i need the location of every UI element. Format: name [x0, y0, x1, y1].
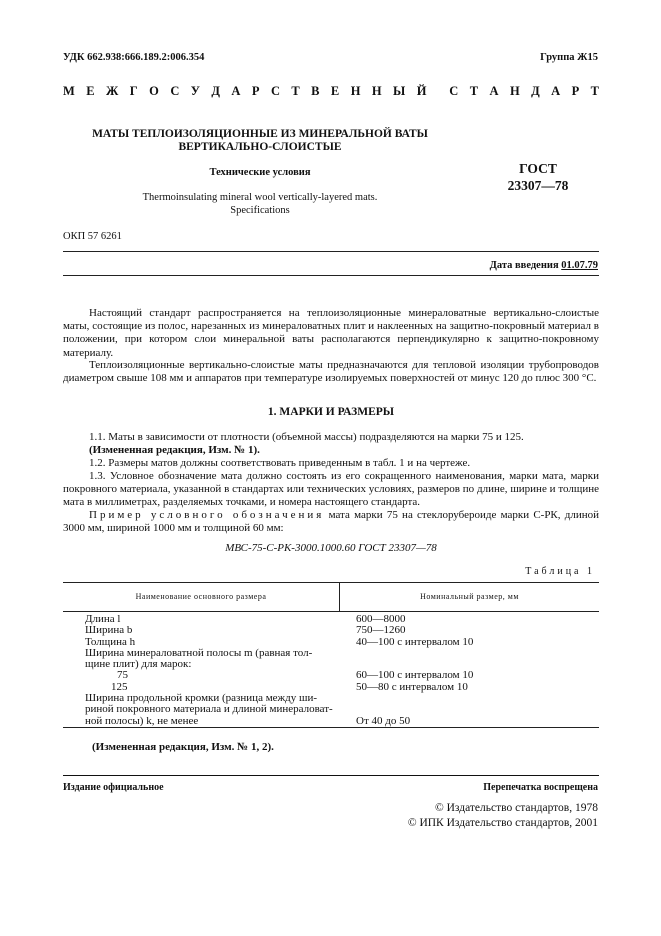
gost-number: [488, 160, 588, 194]
table-cell-name: Ширина продольной кромки (разница между ши-: [85, 692, 318, 705]
table-cell-value: 750—1260: [356, 624, 406, 637]
table-row: [63, 614, 599, 625]
reprint-label: Перепечатка воспрещена: [483, 782, 598, 793]
table-row: [63, 716, 599, 727]
banner-letter: О: [149, 84, 159, 98]
edit-note: (Измененная редакция, Изм. № 1, 2).: [92, 741, 274, 753]
table-cell-name: ной полосы) k, не менее: [85, 714, 199, 727]
group-code: Группа Ж15: [540, 52, 598, 63]
paragraph-1-2: 1.2. Размеры матов должны соответствовать приведенным в табл. 1 и на чертеже.: [89, 457, 471, 469]
banner-letter: Т: [291, 84, 300, 98]
document-title: [70, 128, 450, 154]
section-heading: 1. МАРКИ И РАЗМЕРЫ: [267, 406, 395, 418]
banner-letter: Д: [531, 84, 540, 98]
table-row: [63, 704, 599, 715]
banner-letter: Е: [330, 84, 340, 98]
banner-letter: С: [270, 84, 280, 98]
footer-rule: [63, 775, 599, 776]
banner-letter: М: [63, 84, 75, 98]
table-cell-name: Длина l: [85, 613, 121, 625]
table-cell-value: 50—80 с интервалом 10: [356, 680, 468, 693]
banner-letter: Н: [350, 84, 361, 98]
title-line-1: МАТЫ ТЕПЛОИЗОЛЯЦИОННЫЕ ИЗ МИНЕРАЛЬНОЙ ВАТЫ: [92, 128, 428, 140]
table-cell-name: 125: [111, 680, 128, 693]
table-header-rule: [63, 611, 599, 612]
table-row: [63, 625, 599, 636]
paragraph-1-1: 1.1. Маты в зависимости от плотности (объемной массы) подразделяются на марки 75 и 125.: [89, 431, 524, 443]
english-title-line-2: Specifications: [230, 205, 290, 216]
banner-letter: А: [231, 84, 241, 98]
example-paragraph: Пример условного обозначения мата марки 75 на стеклорубероиде марки С-РК, длиной 3000 мм, шириной 1000 мм и толщиной 60 мм:: [63, 509, 599, 535]
banner-letter: Р: [571, 84, 580, 98]
table-row: [63, 670, 599, 681]
standard-banner: [63, 84, 599, 99]
banner-letter: Й: [416, 84, 427, 98]
udk-code: УДК 662.938:666.189.2:006.354: [63, 52, 205, 63]
table-cell-name: риной покровного материала и длиной минераловат-: [85, 703, 333, 716]
table-header-left: Наименование основного размера: [135, 592, 267, 601]
banner-letter: А: [489, 84, 499, 98]
copyright-1978: © Издательство стандартов, 1978: [434, 802, 598, 814]
banner-letter: Т: [469, 84, 479, 98]
table-cell-name: щине плит) для марок:: [85, 658, 192, 671]
intro-paragraph-1: Настоящий стандарт распространяется на теплоизоляционные минераловатные вертикально-слоистые маты, состоящие из полос, нарезанных из минераловатных плит и наклеенных на защитно-покровный материал в положении, при котором слои минеральной ваты располагаются перпендикулярно к защитно-покровному материалу.: [63, 307, 599, 359]
banner-letter: Н: [371, 84, 382, 98]
banner-letter: Ы: [393, 84, 406, 98]
table-cell-value: 60—100 с интервалом 10: [356, 669, 474, 682]
table-cell-name: Ширина минераловатной полосы m (равная тол-: [85, 646, 313, 659]
table-cell-value: От 40 до 50: [356, 714, 411, 727]
divider-date: [63, 275, 599, 276]
okp-code: ОКП 57 6261: [63, 231, 122, 242]
banner-letter: Т: [590, 84, 599, 98]
banner-letter: У: [190, 84, 200, 98]
copyright-2001: © ИПК Издательство стандартов, 2001: [407, 817, 598, 829]
table-top-rule: [63, 582, 599, 583]
banner-letter: Г: [129, 84, 138, 98]
table-body: [63, 614, 599, 727]
introduction-date-label: Дата введения: [489, 260, 562, 271]
paragraph-1-1-edit: (Измененная редакция, Изм. № 1).: [89, 444, 260, 456]
document-subtitle: Технические условия: [209, 167, 311, 178]
designation-example: МВС-75-С-РК-3000.1000.60 ГОСТ 23307—78: [225, 542, 437, 554]
english-title: [70, 191, 450, 217]
table-cell-name: Толщина h: [85, 635, 136, 648]
example-label: Пример условного обозначения: [89, 509, 325, 521]
table-bottom-rule: [63, 727, 599, 728]
banner-letter: Ж: [106, 84, 119, 98]
banner-letter: Е: [86, 84, 95, 98]
banner-letter: А: [551, 84, 561, 98]
intro-paragraph-2: Теплоизоляционные вертикально-слоистые маты предназначаются для тепловой изоляции трубопроводов диаметром свыше 108 мм и аппаратов при температуре изолируемых поверхностей от минус 120 до плюс 300 °С.: [63, 359, 599, 385]
banner-letter: В: [311, 84, 320, 98]
gost-code: 23307—78: [507, 178, 569, 193]
introduction-date: [490, 260, 598, 271]
table-cell-value: 40—100 с интервалом 10: [356, 635, 474, 648]
title-line-2: ВЕРТИКАЛЬНО-СЛОИСТЫЕ: [178, 141, 342, 153]
banner-letter: С: [449, 84, 459, 98]
banner-letter: Н: [509, 84, 520, 98]
gost-label: ГОСТ: [519, 161, 557, 176]
edition-label: Издание официальное: [63, 782, 164, 793]
introduction-date-value: 01.07.79: [561, 260, 598, 271]
english-title-line-1: Thermoinsulating mineral wool vertically-layered mats.: [142, 192, 378, 203]
table-row: [63, 659, 599, 670]
table-header-right: Номинальный размер, мм: [420, 592, 519, 601]
banner-letter: Д: [211, 84, 220, 98]
divider-top: [63, 251, 599, 252]
table-cell-name: Ширина b: [85, 624, 133, 637]
paragraph-1-3: 1.3. Условное обозначение мата должно состоять из его сокращенного наименования, марки мата, марки покровного материала, указанной в стандартах или технических условиях, размеров по длине, ширине и толщине мата в миллиметрах, разделяемых точками, и номера настоящего стандарта.: [63, 470, 599, 509]
banner-letter: Р: [251, 84, 260, 98]
table-cell-name: 75: [117, 669, 128, 682]
banner-letter: С: [170, 84, 180, 98]
table-caption: Таблица 1: [525, 566, 595, 577]
table-cell-value: 600—8000: [356, 613, 406, 625]
